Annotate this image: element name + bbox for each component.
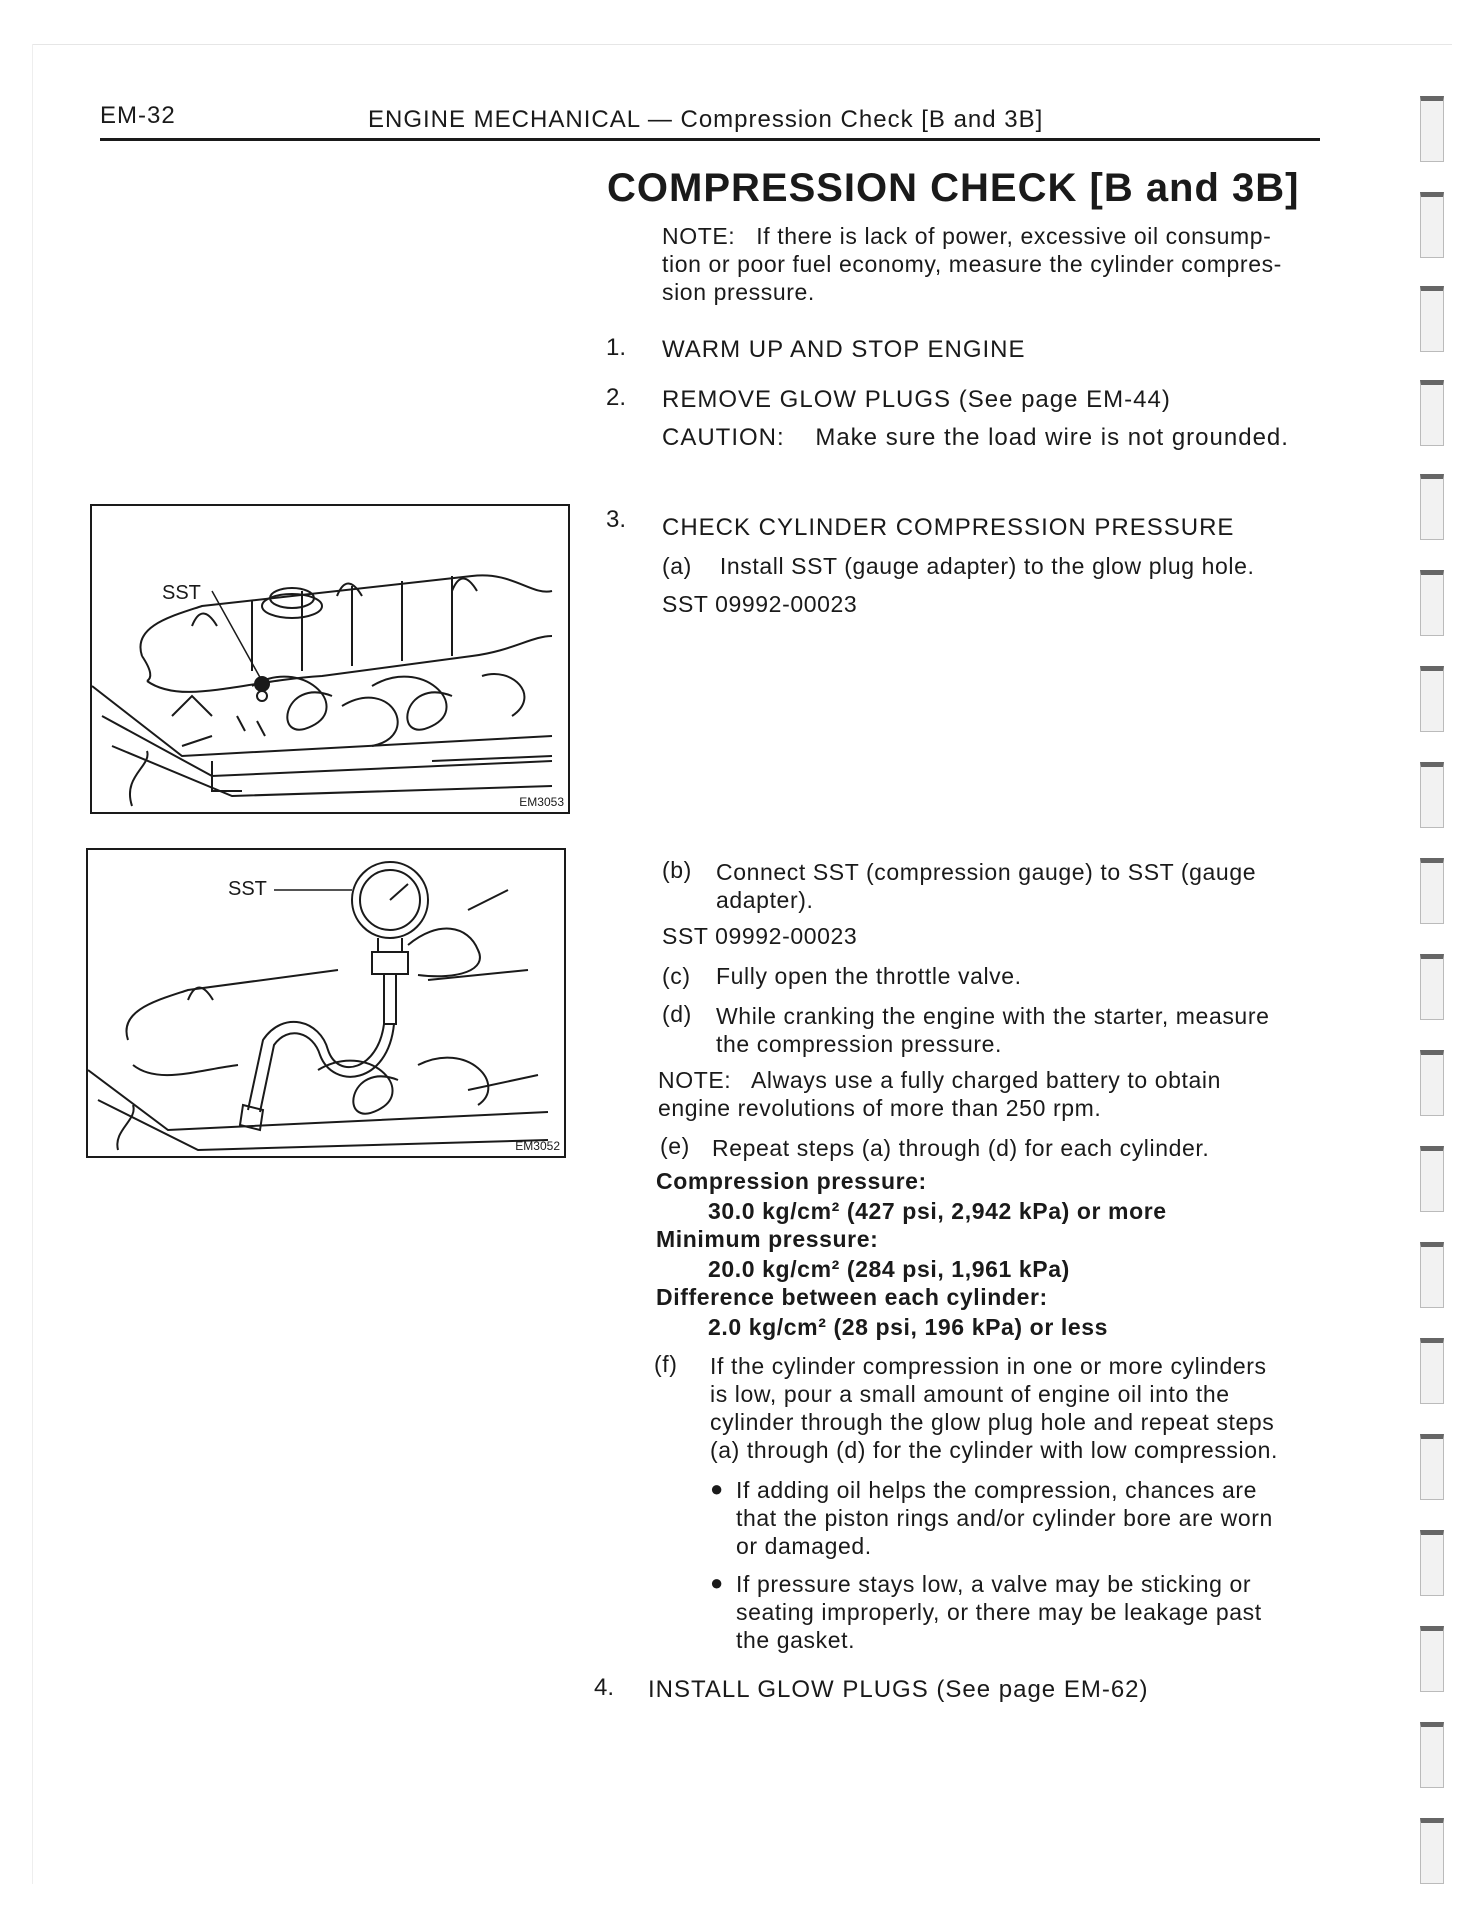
binder-tab (1420, 474, 1444, 540)
binder-tab (1420, 1626, 1444, 1692)
bullet-1-text (736, 1476, 1316, 1560)
engine-illustration-1 (92, 506, 568, 812)
binder-tab (1420, 1146, 1444, 1212)
substep-d-line-2: the compression pressure. (716, 1031, 1003, 1057)
sst-number-1: SST 09992-00023 (662, 591, 858, 617)
step-2-number: 2. (606, 384, 627, 411)
binder-tab (1420, 1722, 1444, 1788)
spec-difference-label: Difference between each cylinder: (656, 1284, 1048, 1310)
substep-f-text (710, 1352, 1320, 1464)
step-3-heading: CHECK CYLINDER COMPRESSION PRESSURE (662, 514, 1235, 541)
caution-label: CAUTION: (662, 424, 785, 451)
bullet-2-marker: ● (710, 1570, 724, 1595)
note-2-label: NOTE: (658, 1067, 732, 1093)
step-4-heading: INSTALL GLOW PLUGS (See page EM-62) (648, 1676, 1149, 1703)
substep-f-line-2: is low, pour a small amount of engine oil into the (710, 1381, 1230, 1407)
bullet-1-line-2: that the piston rings and/or cylinder bore are worn (736, 1505, 1273, 1531)
figure-2-code: EM3052 (515, 1139, 560, 1153)
bullet-2-text (736, 1570, 1316, 1654)
step-1-heading: WARM UP AND STOP ENGINE (662, 336, 1026, 363)
binder-tab (1420, 666, 1444, 732)
substep-f-line-1: If the cylinder compression in one or more cylinders (710, 1353, 1267, 1379)
step-3-number: 3. (606, 506, 627, 533)
figure-gauge-adapter (90, 504, 570, 814)
engine-illustration-2 (88, 850, 564, 1156)
substep-d-line-1: While cranking the engine with the starter, measure (716, 1003, 1270, 1029)
substep-f-label: (f) (654, 1351, 678, 1377)
binder-tab (1420, 380, 1444, 446)
binder-tab (1420, 858, 1444, 924)
sst-number-2: SST 09992-00023 (662, 923, 858, 949)
spec-compression-label: Compression pressure: (656, 1168, 927, 1194)
section-header: ENGINE MECHANICAL — Compression Check [B and 3B] (368, 106, 1044, 133)
note-line-3: sion pressure. (662, 279, 815, 305)
note-line-1: If there is lack of power, excessive oil consump- (756, 223, 1272, 249)
substep-d-text (716, 1002, 1316, 1058)
note-2-line-2: engine revolutions of more than 250 rpm. (658, 1095, 1102, 1121)
spec-difference-value: 2.0 kg/cm² (28 psi, 196 kPa) or less (708, 1314, 1109, 1340)
binder-tab (1420, 954, 1444, 1020)
spec-minimum-label: Minimum pressure: (656, 1226, 879, 1252)
bullet-2-line-1: If pressure stays low, a valve may be sticking or (736, 1571, 1252, 1597)
figure-1-label: SST (162, 582, 201, 604)
binder-tab (1420, 570, 1444, 636)
bullet-1-marker: ● (710, 1476, 724, 1501)
page-title: COMPRESSION CHECK [B and 3B] (607, 166, 1300, 210)
bullet-1-line-1: If adding oil helps the compression, chances are (736, 1477, 1258, 1503)
caution-note (662, 424, 1332, 452)
header-rule (100, 138, 1320, 141)
page-number: EM-32 (100, 102, 176, 129)
substep-a-label: (a) (662, 553, 692, 579)
bullet-2-line-2: seating improperly, or there may be leakage past (736, 1599, 1262, 1625)
substep-f-line-3: cylinder through the glow plug hole and repeat steps (710, 1409, 1275, 1435)
binder-tab (1420, 1818, 1444, 1884)
page-edge-left (32, 44, 33, 1884)
substep-e-label: (e) (660, 1133, 690, 1159)
spec-compression-value: 30.0 kg/cm² (427 psi, 2,942 kPa) or more (708, 1198, 1167, 1224)
substep-d-label: (d) (662, 1001, 692, 1027)
substep-a (662, 552, 1255, 580)
figure-compression-gauge (86, 848, 566, 1158)
substep-b-label: (b) (662, 857, 692, 883)
step-4-number: 4. (594, 1674, 615, 1701)
bullet-2-line-3: the gasket. (736, 1627, 856, 1653)
note-2-line-1: Always use a fully charged battery to obtain (750, 1067, 1222, 1093)
substep-b-line-1: Connect SST (compression gauge) to SST (gauge (716, 859, 1257, 885)
caution-text: Make sure the load wire is not grounded. (815, 424, 1289, 451)
note-intro (662, 222, 1322, 306)
binder-tab (1420, 1530, 1444, 1596)
binder-tab (1420, 1434, 1444, 1500)
page-edge-top (32, 44, 1452, 45)
substep-b-line-2: adapter). (716, 887, 814, 913)
bullet-1-line-3: or damaged. (736, 1533, 872, 1559)
binder-tab (1420, 762, 1444, 828)
note-battery (658, 1066, 1318, 1122)
substep-c-text: Fully open the throttle valve. (716, 963, 1022, 989)
substep-e-text: Repeat steps (a) through (d) for each cylinder. (712, 1135, 1210, 1161)
substep-f-line-4: (a) through (d) for the cylinder with low compression. (710, 1437, 1279, 1463)
binder-tab (1420, 96, 1444, 162)
spec-minimum-value: 20.0 kg/cm² (284 psi, 1,961 kPa) (708, 1256, 1070, 1282)
step-2-heading: REMOVE GLOW PLUGS (See page EM-44) (662, 386, 1171, 413)
note-label: NOTE: (662, 223, 736, 249)
binder-tab (1420, 1338, 1444, 1404)
substep-b-text (716, 858, 1316, 914)
binder-tab (1420, 1242, 1444, 1308)
step-1-number: 1. (606, 334, 627, 361)
note-line-2: tion or poor fuel economy, measure the cylinder compres- (662, 251, 1282, 277)
substep-c-label: (c) (662, 963, 691, 989)
binder-tab (1420, 286, 1444, 352)
figure-1-code: EM3053 (519, 795, 564, 809)
binder-tab (1420, 192, 1444, 258)
substep-a-text: Install SST (gauge adapter) to the glow plug hole. (719, 553, 1255, 579)
binder-tab (1420, 1050, 1444, 1116)
figure-2-label: SST (228, 878, 267, 900)
